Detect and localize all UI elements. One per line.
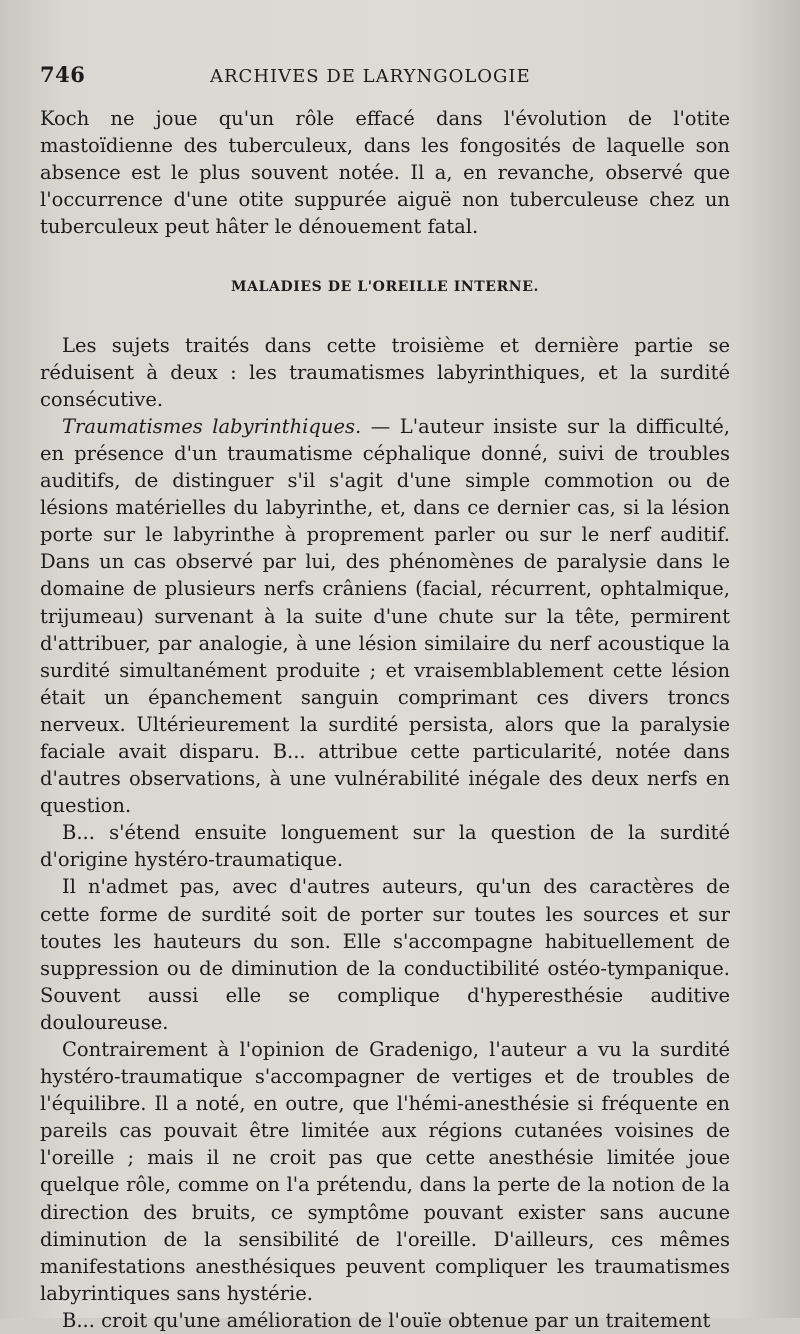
page-number: 746	[40, 62, 86, 87]
paragraph: Contrairement à l'opinion de Gradenigo, l'auteur a vu la surdité hystéro-traumatique s'accompagner de vertiges et de troubles de l'équilibre. Il a noté, en outre, que l'hémi-anesthésie si fréquente en pareils cas pouvait être limitée aux régions cutanées voisines de l'oreille ; mais il ne croit pas que cette anesthésie limitée joue quelque rôle, comme on l'a prétendu, dans la perte de la notion de la direction des bruits, ce symptôme pouvant exister sans aucune diminution de la sensibilité de l'oreille. D'ailleurs, ces mêmes manifestations anesthésiques peuvent compliquer les traumatismes labyrintiques sans hystérie.	[40, 1038, 730, 1305]
paragraph-body: — L'auteur insiste sur la difficulté, en présence d'un traumatisme céphalique donné, suivi de troubles auditifs, de distinguer s'il s'agit d'une simple commotion ou de lésions matérielles du labyrinthe, et, dans ce dernier cas, si la lésion porte sur le labyrinthe à proprement parler ou sur le nerf auditif. Dans un cas observé par lui, des phénomènes de paralysie dans le domaine de plusieurs nerfs crâniens (facial, récurrent, ophtalmique, trijumeau) survenant à la suite d'une chute sur la tête, permirent d'attribuer, par analogie, à une lésion similaire du nerf acoustique la surdité simultanément produite ; et vraisemblablement cette lésion était un épanchement sanguin comprimant ces divers troncs nerveux. Ultérieurement la surdité persista, alors que la paralysie faciale avait disparu. B... attribue cette particularité, notée dans d'autres observations, à une vulnérabilité inégale des deux nerfs en question.	[40, 414, 731, 818]
paragraph: B... croit qu'une amélioration de l'ouïe obtenue par un traitement	[62, 1308, 711, 1332]
body-text	[40, 105, 730, 1334]
page-header	[40, 62, 730, 87]
paragraph	[40, 413, 730, 819]
paragraph: Il n'admet pas, avec d'autres auteurs, qu'un des caractères de cette forme de surdité soit de porter sur toutes les sources et sur toutes les hauteurs du son. Elle s'accompagne habituellement de suppression ou de diminution de la conductibilité ostéo-tympanique. Souvent aussi elle se complique d'hyperesthésie auditive douloureuse.	[40, 875, 730, 1034]
paragraph: B... s'étend ensuite longuement sur la question de la surdité d'origine hystéro-traumatique.	[40, 821, 730, 872]
paragraph: Les sujets traités dans cette troisième et dernière partie se réduisent à deux : les traumatismes labyrinthiques, et la surdité consécutive.	[40, 333, 730, 411]
section-title: MALADIES DE L'OREILLE INTERNE.	[231, 279, 539, 296]
running-head: ARCHIVES DE LARYNGOLOGIE	[210, 66, 531, 87]
paragraph: Koch ne joue qu'un rôle effacé dans l'évolution de l'otite mastoïdienne des tuberculeux, dans les fongosités de laquelle son absence est le plus souvent notée. Il a, en revanche, observé que l'occurrence d'une otite suppurée aiguë non tuberculeuse chez un tuberculeux peut hâter le dénouement fatal.	[40, 107, 730, 239]
subsection-title: Traumatismes labyrinthiques.	[62, 414, 362, 438]
